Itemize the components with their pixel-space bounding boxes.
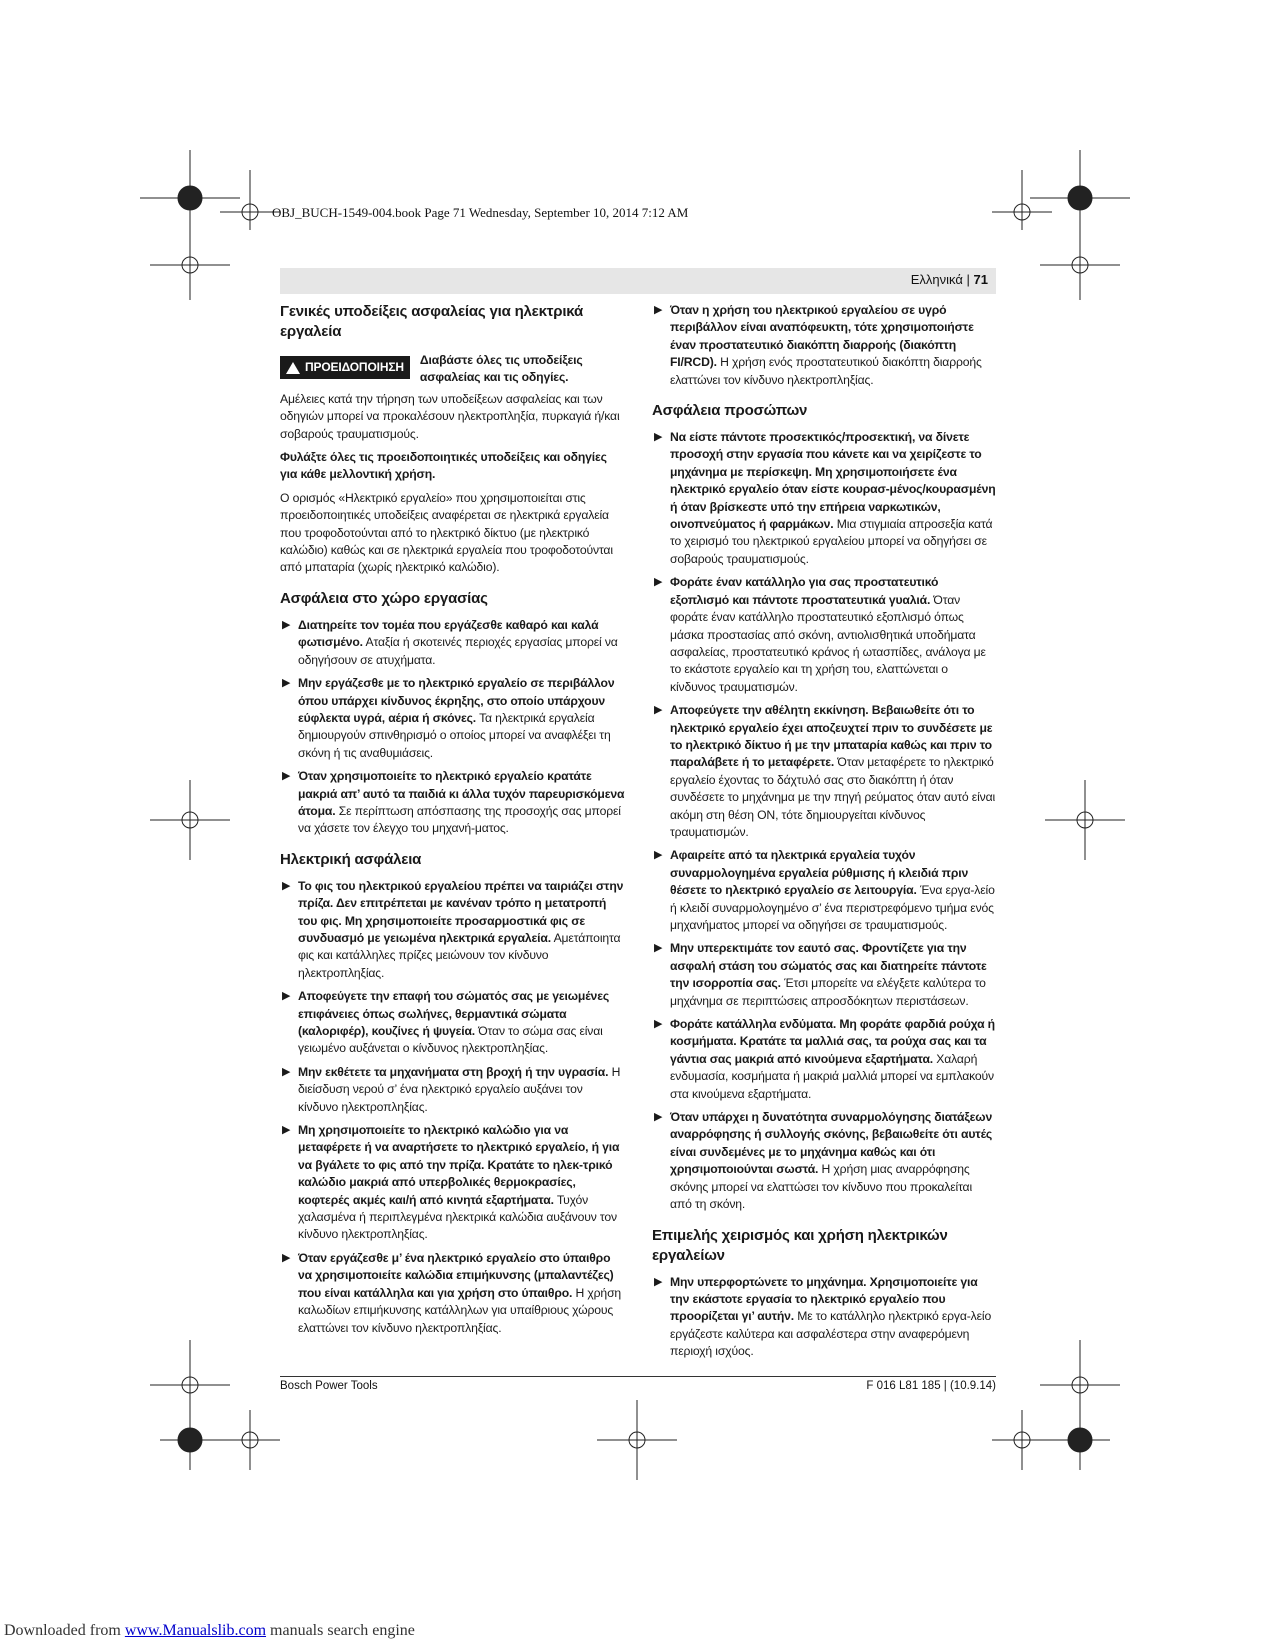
bullet-arrow-icon: ▶ — [654, 1018, 663, 1031]
paragraph-bold: Φυλάξτε όλες τις προειδοποιητικές υποδείξεις και οδηγίες για κάθε μελλοντική χρήση. — [280, 450, 607, 482]
bullet-arrow-icon: ▶ — [654, 576, 663, 589]
list-item — [280, 1122, 625, 1244]
item-bold-text: Μη χρησιμοποιείτε το ηλεκτρικό καλώδιο για να μεταφέρετε ή να αναρτήσετε το ηλεκτρικό εργαλείο, ή για να βγάλετε το φις από την πρίζα. Κρατάτε το ηλεκ-τρικό καλώδιο μακριά από υπερβολικές θερμοκρασίες, κοφτερές ακμές και/ή από κινητά εξαρτήματα. — [298, 1123, 620, 1207]
item-text: Όταν το σώμα σας είναι γειωμένο αυξάνεται ο κίνδυνος ηλεκτροπληξίας. — [298, 1024, 603, 1056]
section-title-general: Γενικές υποδείξεις ασφαλείας για ηλεκτρικά εργαλεία — [280, 303, 583, 340]
bullet-arrow-icon: ▶ — [654, 1275, 663, 1288]
bullet-arrow-icon: ▶ — [282, 1065, 291, 1078]
item-bold-text: Όταν υπάρχει η δυνατότητα συναρμολόγησης διατάξεων αναρρόφησης ή συλλογής σκόνης, βεβαιωθείτε ότι αυτές είναι συνδεμένες με το μηχάνημα καθώς και ότι χρησιμοποιούνται σωστά. — [670, 1110, 993, 1177]
list-workplace — [280, 617, 625, 838]
section-title-personal: Ασφάλεια προσώπων — [652, 402, 808, 420]
item-text: Έτσι μπορείτε να ελέγξετε καλύτερα το μηχάνημα σε περιπτώσεις απροσδόκητων περιστάσεων. — [670, 976, 986, 1008]
footer-right: F 016 L81 185 | (10.9.14) — [866, 1380, 996, 1392]
item-bold-text: Όταν χρησιμοποιείτε το ηλεκτρικό εργαλείο κρατάτε μακριά απ’ αυτό τα παιδιά κι άλλα τυχόν παρευρισκόμενα άτομα. — [298, 769, 625, 818]
page-header — [911, 272, 988, 287]
bullet-arrow-icon: ▶ — [654, 431, 663, 444]
bullet-arrow-icon: ▶ — [282, 1124, 291, 1137]
bullet-arrow-icon: ▶ — [654, 1111, 663, 1124]
header-band — [280, 268, 996, 294]
item-bold-text: Μην εργάζεσθε με το ηλεκτρικό εργαλείο σε περιβάλλον όπου υπάρχει κίνδυνος έκρηξης, στο οποίο υπάρχουν εύφλεκτα υγρά, αέρια ή σκόνες. — [298, 676, 615, 725]
list-item — [652, 1274, 997, 1361]
item-text: Όταν μεταφέρετε το ηλεκτρικό εργαλείο έχοντας το δάχτυλό σας στο διακόπτη ή όταν συνδέσετε το μηχάνημα με την πηγή ρεύματος όταν αυτό είναι ακόμη στη θέση ON, τότε δημιουργείται κίνδυνος τραυματισμών. — [670, 755, 996, 839]
footer-rule — [280, 1376, 996, 1377]
item-text: Σε περίπτωση απόσπασης της προσοχής σας μπορεί να χάσετε τον έλεγχο του μηχανή-ματος. — [298, 803, 621, 836]
list-item — [280, 988, 625, 1058]
item-text: Η χρήση μιας αναρρόφησης σκόνης μπορεί να ελαττώσει τον κίνδυνο που προκαλείται από τη σκόνη. — [670, 1162, 973, 1212]
list-item — [652, 429, 997, 568]
list-item — [280, 1064, 625, 1116]
bullet-arrow-icon: ▶ — [654, 942, 663, 955]
item-bold-text: Μην εκθέτετε τα μηχανήματα στη βροχή ή την υγρασία. — [298, 1064, 609, 1079]
paragraph: Αμέλειες κατά την τήρηση των υποδείξεων ασφαλείας και των οδηγιών μπορεί να προκαλέσουν ηλεκτροπληξία, πυρκαγιά ή/και σοβαρούς τραυματισμούς. — [280, 391, 620, 441]
download-suffix: manuals search engine — [266, 1622, 415, 1639]
list-item — [652, 1016, 997, 1103]
item-bold-text: Το φις του ηλεκτρικού εργαλείου πρέπει να ταιριάζει στην πρίζα. Δεν επιτρέπεται με κανέναν τρόπο η μετατροπή του φις. Μη χρησιμοποιείτε προσαρμοστικά φις σε συνδυασμό με γειωμένα ηλεκτρικά εργαλεία. — [298, 878, 624, 945]
list-electrical — [280, 878, 625, 1337]
warning-block — [280, 352, 625, 387]
bullet-arrow-icon: ▶ — [654, 849, 663, 862]
warning-label: ΠΡΟΕΙΔΟΠΟΙΗΣΗ — [305, 360, 404, 374]
list-electrical-continued — [652, 302, 997, 389]
item-bold-text: Αποφεύγετε την επαφή του σώματός σας με γειωμένες επιφάνειες όπως σωλήνες, θερμαντικά σώματα (καλοριφέρ), κουζίνες ή ψυγεία. — [298, 989, 610, 1038]
item-text: Μια στιγμιαία απροσεξία κατά το χειρισμό του ηλεκτρικού εργαλείου μπορεί να οδηγήσει σε σοβαρούς τραυματισμούς. — [670, 517, 993, 566]
book-info: OBJ_BUCH-1549-004.book Page 71 Wednesday, September 10, 2014 7:12 AM — [272, 205, 689, 220]
download-prefix: Downloaded from — [4, 1622, 125, 1639]
item-text: Η χρήση ενός προστατευτικού διακόπτη διαρροής ελαττώνει τον κίνδυνο ηλεκτροπληξίας. — [670, 355, 982, 387]
item-bold-text: Φοράτε κατάλληλα ενδύματα. Μη φοράτε φαρδιά ρούχα ή κοσμήματα. Κρατάτε τα μαλλιά σας, τα ρούχα σας και τα γάντια σας μακριά από κινούμενα εξαρτήματα. — [670, 1017, 995, 1066]
item-text: Ένα εργα-λείο ή κλειδί συναρμολογημένο σ’ ένα περιστρεφόμενο τμήμα ενός μηχανήματος μπορεί να οδηγήσει σε τραυματισμούς. — [670, 883, 995, 932]
section-title-electrical: Ηλεκτρική ασφάλεια — [280, 850, 422, 868]
item-bold-text: Διατηρείτε τον τομέα που εργάζεσθε καθαρό και καλά φωτισμένο. — [298, 617, 599, 650]
item-bold-text: Μην υπερφορτώνετε το μηχάνημα. Χρησιμοποιείτε για την εκάστοτε εργασία το ηλεκτρικό εργαλείο που προορίζεται γι’ αυτήν. — [670, 1274, 978, 1324]
item-text: Τυχόν χαλασμένα ή περιπλεγμένα ηλεκτρικά καλώδια αυξάνουν τον κίνδυνο ηλεκτροπληξίας. — [298, 1192, 617, 1242]
bullet-arrow-icon: ▶ — [654, 304, 663, 316]
list-item — [652, 302, 997, 389]
item-text: Η χρήση καλωδίων επιμήκυνσης κατάλληλων για υπαίθριους χώρους ελαττώνει τον κίνδυνο ηλεκτροπληξίας. — [298, 1285, 622, 1335]
item-bold-text: Φοράτε έναν κατάλληλο για σας προστατευτικό εξοπλισμό και πάντοτε προστατευτικά γυαλιά. — [670, 575, 939, 607]
bullet-arrow-icon: ▶ — [282, 1251, 291, 1264]
list-item — [652, 702, 997, 841]
list-item — [652, 574, 997, 696]
item-bold-text: Όταν εργάζεσθε μ’ ένα ηλεκτρικό εργαλείο στο ύπαιθρο να χρησιμοποιείτε καλώδια επιμήκυνσης (μπαλαντέζες) που είναι κατάλληλα και για χρήση στο ύπαιθρο. — [298, 1250, 614, 1300]
warning-text: Διαβάστε όλες τις υποδείξεις ασφαλείας και τις οδηγίες. — [419, 353, 583, 385]
section-title-tool-use: Επιμελής χειρισμός και χρήση ηλεκτρικών εργαλείων — [652, 1226, 948, 1264]
item-bold-text: Αποφεύγετε την αθέλητη εκκίνηση. Βεβαιωθείτε ότι το ηλεκτρικό εργαλείο έχει αποζευχτεί πριν το συνδέσετε με το ηλεκτρικό δίκτυο ή με την μπαταρία καθώς και πριν το παραλάβετε ή το μεταφέρετε. — [670, 703, 993, 770]
item-bold-text: Μην υπερεκτιμάτε τον εαυτό σας. Φροντίζετε για την ασφαλή στάση του σώματός σας και διατηρείτε πάντοτε την ισορροπία σας. — [670, 941, 987, 991]
right-column — [652, 302, 997, 1367]
list-item — [280, 878, 625, 982]
list-item — [652, 1109, 997, 1213]
item-text: Όταν φοράτε έναν κατάλληλο προστατευτικό εξοπλισμό όπως μάσκα προστασίας από σκόνη, αντιολισθητικά υποδήματα ασφαλείας, προστατευτικό κράνος ή ωτασπίδες, ανάλογα με το εκάστοτε εργαλείο και τη χρήση του, ελαττώνεται ο κίνδυνος τραυματισμών. — [670, 592, 986, 694]
item-text: Αταξία ή σκοτεινές περιοχές εργασίας μπορεί να οδηγήσουν σε ατυχήματα. — [298, 635, 618, 667]
list-item — [280, 675, 625, 762]
list-item — [652, 847, 997, 934]
list-item — [280, 768, 625, 838]
section-title-workplace: Ασφάλεια στο χώρο εργασίας — [280, 589, 488, 607]
item-text: Η διείσδυση νερού σ’ ένα ηλεκτρικό εργαλείο αυξάνει τον κίνδυνο ηλεκτροπληξίας. — [298, 1064, 621, 1114]
list-item — [652, 940, 997, 1010]
bullet-arrow-icon: ▶ — [282, 677, 291, 690]
list-item — [280, 617, 625, 669]
paragraph: Ο ορισμός «Ηλεκτρικό εργαλείο» που χρησιμοποιείται στις προειδοποιητικές υποδείξεις αναφέρεται σε ηλεκτρικά εργαλεία που τροφοδοτούνται από το ηλεκτρικό δίκτυο (με ηλεκτρικό καλώδιο) καθώς και σε ηλεκτρικά εργαλεία που τροφοδοτούνται από μπαταρία (χωρίς ηλεκτρικό καλώδιο). — [280, 490, 613, 575]
manualslib-link[interactable]: www.Manualslib.com — [124, 1622, 267, 1639]
item-text: Τα ηλεκτρικά εργαλεία δημιουργούν σπινθηρισμό ο οποίος μπορεί να αναφλέξει τη σκόνη ή τις αναθυμιάσεις. — [298, 710, 611, 760]
warning-triangle-icon — [286, 362, 300, 374]
page-number: 71 — [973, 272, 988, 287]
list-tool-use — [652, 1274, 997, 1361]
item-text: Χαλαρή ενδυμασία, κοσμήματα ή μακριά μαλλιά μπορεί να εμπλακούν στα κινούμενα εξαρτήματα. — [670, 1051, 994, 1101]
bullet-arrow-icon: ▶ — [282, 618, 291, 631]
item-text: Αμετάποιητα φις και κατάλληλες πρίζες μειώνουν τον κίνδυνο ηλεκτροπληξίας. — [298, 930, 621, 980]
header-language: Ελληνικά — [910, 272, 963, 287]
item-bold-text: Να είστε πάντοτε προσεκτικός/προσεκτική, να δίνετε προσοχή στην εργασία που κάνετε και να χειρίζεστε το μηχάνημα με περίσκεψη. Μη χρησιμοποιήσετε ένα ηλεκτρικό εργαλείο όταν είστε κουρασ-μένος/κουρασμένη ή όταν βρίσκεστε υπό την επήρεια ναρκωτικών, οινοπνεύματος ή φαρμάκων. — [670, 430, 996, 532]
item-bold-text: Αφαιρείτε από τα ηλεκτρικά εργαλεία τυχόν συναρμολογημένα εργαλεία ρύθμισης ή κλειδιά πριν θέσετε το ηλεκτρικό εργαλείο σε λειτουργία. — [670, 848, 969, 898]
bullet-arrow-icon: ▶ — [654, 704, 663, 717]
warning-badge — [280, 356, 410, 379]
item-text: Με το κατάλληλο ηλεκτρικό εργα-λείο εργάζεστε καλύτερα και ασφαλέστερα στην αναφερόμενη περιοχή ισχύος. — [670, 1309, 992, 1359]
header-separator: | — [966, 272, 970, 287]
item-bold-text: Όταν η χρήση του ηλεκτρικού εργαλείου σε υγρό περιβάλλον είναι αναπόφευκτη, τότε χρησιμοποιήστε έναν προστατευτικό διακόπτη διαρροής (διακόπτη FI/RCD). — [670, 303, 974, 370]
bullet-arrow-icon: ▶ — [282, 879, 291, 892]
download-note — [4, 1622, 415, 1640]
left-column — [280, 302, 625, 1343]
bullet-arrow-icon: ▶ — [282, 770, 291, 783]
list-personal — [652, 429, 997, 1213]
list-item — [280, 1250, 625, 1337]
footer-left: Bosch Power Tools — [280, 1380, 378, 1392]
bullet-arrow-icon: ▶ — [282, 990, 291, 1003]
